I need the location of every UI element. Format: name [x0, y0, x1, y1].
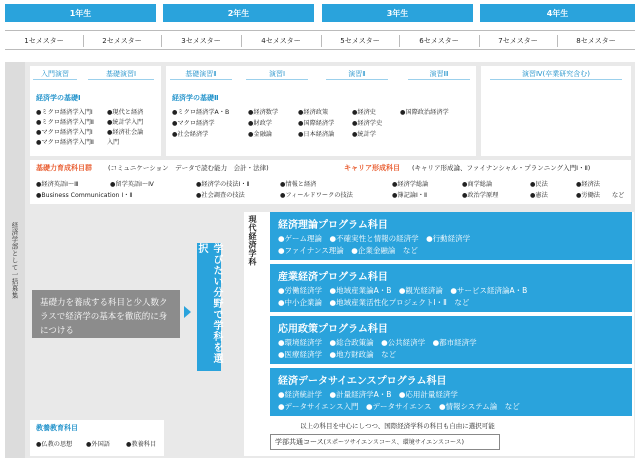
basics-2-item: ●統計学: [352, 131, 376, 138]
semester-4: 4セメスター: [261, 36, 301, 45]
common-course-detail: (スポーツサイエンスコース、環境サイエンスコース): [323, 439, 464, 446]
career-item: など: [612, 192, 625, 199]
basics-1-item: ●ミクロ経済学入門Ⅱ: [36, 119, 94, 126]
skills-item: ●Business Communication Ⅰ・Ⅱ: [36, 192, 133, 199]
basics-1-item: ●ミクロ経済学入門Ⅰ: [36, 109, 93, 116]
career-title: キャリア形成科目: [344, 164, 400, 172]
basics-1-item: 入門: [107, 139, 120, 146]
program-industrial-economics: [270, 264, 632, 312]
skills-item: ●経済学の技法Ⅰ・Ⅱ: [196, 181, 250, 188]
semester-1: 1セメスター: [24, 36, 64, 45]
basics-2-item: ●経済政策: [298, 109, 329, 116]
basics-2-item: ●経済史: [352, 109, 376, 116]
basics-2-item: ●経済数学: [248, 109, 279, 116]
basics-2-item: ●マクロ経済学: [172, 120, 215, 127]
liberal-arts-item: ●教養科目: [126, 441, 157, 448]
basics-2-item: ●財政学: [248, 120, 272, 127]
career-item: ●労働法: [576, 192, 600, 199]
program-line: ●ファイナンス理論 ●企業金融論 など: [278, 245, 418, 255]
program-title: 経済理論プログラム科目: [278, 220, 388, 231]
skills-subtitle: (コミュニケーション データで読む能力 会計・法律): [108, 164, 269, 172]
program-line: ●中小企業論 ●地域産業活性化プロジェクトⅠ・Ⅱ など: [278, 297, 470, 307]
program-applied-policy: [270, 316, 632, 364]
elective-note: 以上の科目を中心にしつつ、国際経済学科の科目も自由に選択可能: [300, 422, 495, 430]
semester-7: 7セメスター: [498, 36, 538, 45]
program-line: ●データサイエンス入門 ●データサイエンス ●情報システム論 など: [278, 401, 520, 411]
basics-1-item: ●経済社会論: [107, 129, 144, 136]
program-economic-data-science: [270, 368, 632, 416]
career-item: ●経済法: [576, 181, 600, 188]
skills-item: ●情報と経済: [280, 181, 317, 188]
semester-row: [5, 30, 635, 50]
program-title: 産業経済プログラム科目: [278, 272, 388, 283]
side-label: [5, 62, 25, 458]
semester-6: 6セメスター: [419, 36, 459, 45]
skills-item: ●留学英語Ⅰ～Ⅳ: [110, 181, 154, 188]
basics-2-item: ●国際政治経済学: [400, 109, 449, 116]
year-2-header: 2年生: [163, 4, 314, 22]
skills-title: 基礎力育成科目群: [36, 164, 92, 172]
basics-1-title: 経済学の基礎Ⅰ: [36, 94, 81, 102]
program-economic-theory: [270, 212, 632, 260]
program-title: 応用政策プログラム科目: [278, 324, 388, 335]
career-item: ●憲法: [530, 192, 548, 199]
seminar-practice-4: 演習Ⅳ(卒業研究含む): [490, 68, 622, 80]
career-subtitle: (キャリア形成論、ファイナンシャル・プランニング入門Ⅰ・Ⅱ): [412, 164, 591, 172]
basics-2-item: ●ミクロ経済学A・B: [172, 109, 230, 116]
liberal-arts-item: ●外国語: [86, 441, 110, 448]
basics-2-title: 経済学の基礎Ⅱ: [172, 94, 219, 102]
basics-1-item: ●マクロ経済学入門Ⅰ: [36, 129, 93, 136]
common-course-label: 学部共通コース: [275, 438, 324, 446]
skills-item: ●フィールドワークの技法: [280, 192, 353, 199]
basics-2-item: ●経済学史: [352, 120, 383, 127]
basics-1-item: ●現代と経済: [107, 109, 144, 116]
program-line: ●環境経済学 ●総合政策論 ●公共経済学 ●都市経済学: [278, 338, 477, 347]
department-name: 現代経済学科: [248, 215, 257, 266]
program-line: ●経済統計学 ●計量経済学A・B ●応用計量経済学: [278, 390, 458, 399]
seminar-practice-1: 演習Ⅰ: [246, 68, 308, 80]
career-item: ●民法: [530, 181, 548, 188]
semester-3: 3セメスター: [181, 36, 221, 45]
year-4-header: 4年生: [480, 4, 635, 22]
choose-department-label: 学びたい分野で学科を選択: [196, 243, 222, 364]
basics-2-item: ●国際経済学: [298, 120, 335, 127]
basics-1-item: ●統計学入門: [107, 119, 144, 126]
seminar-intro: 入門演習: [33, 68, 77, 80]
foundation-summary-box: 基礎力を養成する科目と少人数クラスで経済学の基本を徹底的に身につける: [32, 290, 180, 338]
program-title: 経済データサイエンスプログラム科目: [278, 376, 447, 387]
year-3-header: 3年生: [322, 4, 473, 22]
seminar-basic-2: 基礎演習Ⅱ: [170, 68, 232, 80]
common-course: [270, 434, 500, 450]
semester-8: 8セメスター: [576, 36, 616, 45]
program-line: ●ゲーム理論 ●不確実性と情報の経済学 ●行動経済学: [278, 234, 471, 243]
seminar-basic-1: 基礎演習Ⅰ: [88, 68, 154, 80]
semester-5: 5セメスター: [340, 36, 380, 45]
liberal-arts-item: ●仏教の思想: [36, 441, 73, 448]
seminar-practice-2: 演習Ⅱ: [326, 68, 388, 80]
basics-2-item: ●日本経済論: [298, 131, 335, 138]
skills-item: ●経済英語Ⅰ～Ⅲ: [36, 181, 79, 188]
career-item: ●簿記論Ⅰ・Ⅱ: [392, 192, 428, 199]
seminar-practice-3: 演習Ⅲ: [408, 68, 470, 80]
career-item: ●商学総論: [462, 181, 493, 188]
career-item: ●政治学原理: [462, 192, 499, 199]
skills-item: ●社会調査の技法: [196, 192, 245, 199]
basics-1-item: ●マクロ経済学入門Ⅱ: [36, 139, 94, 146]
year-1-header: 1年生: [5, 4, 156, 22]
career-item: ●経済学総論: [392, 181, 429, 188]
choose-department-box: [197, 243, 221, 371]
liberal-arts-title: 教養教育科目: [36, 424, 78, 432]
program-line: ●医療経済学 ●地方財政論 など: [278, 349, 397, 359]
program-line: ●労働経済学 ●地域産業論A・B ●観光経済論 ●サービス経済論A・B: [278, 286, 528, 295]
basics-2-item: ●金融論: [248, 131, 272, 138]
arrow-right-icon: [184, 306, 191, 318]
basics-2-item: ●社会経済学: [172, 131, 209, 138]
semester-2: 2セメスター: [102, 36, 142, 45]
side-label-text: 経済学部として一括募集: [10, 221, 19, 299]
